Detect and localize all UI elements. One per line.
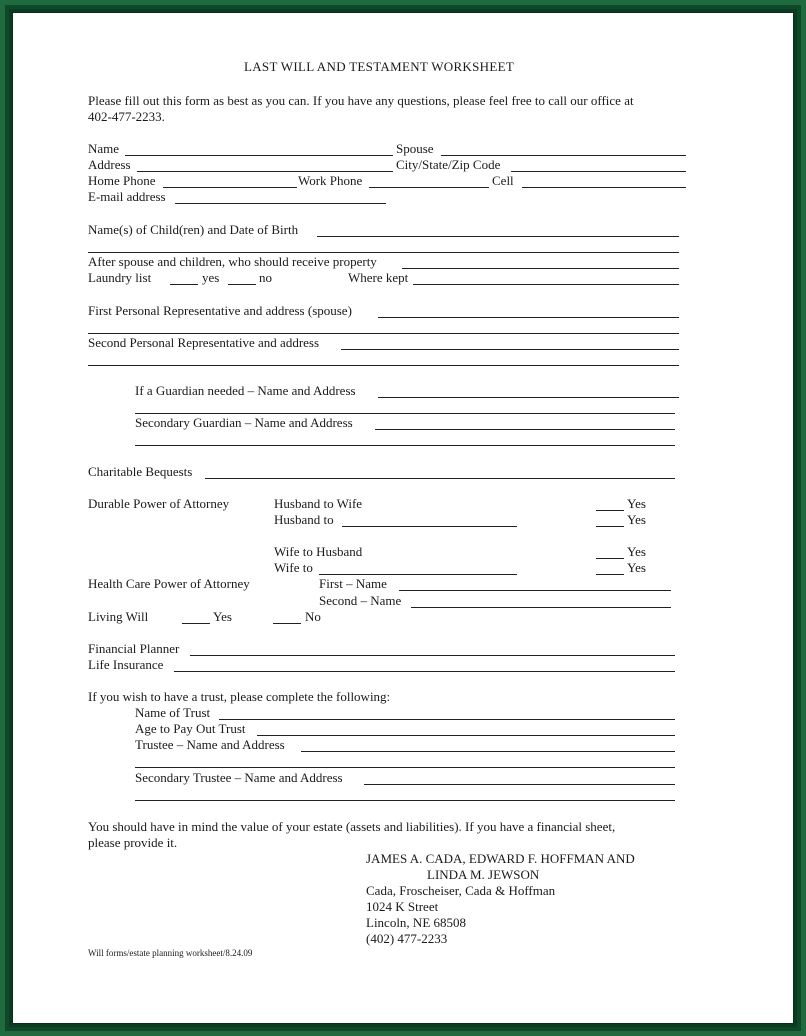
document-page xyxy=(12,12,794,1024)
first-rep-field[interactable] xyxy=(378,317,679,318)
life-insurance-field[interactable] xyxy=(174,671,675,672)
husband-to-yes-label: Yes xyxy=(627,512,646,527)
secondary-guardian-label: Secondary Guardian – Name and Address xyxy=(135,415,353,430)
page-title: LAST WILL AND TESTAMENT WORKSHEET xyxy=(244,59,515,74)
firm-phone: (402) 477-2233 xyxy=(366,931,448,946)
secondary-guardian-field-line-2[interactable] xyxy=(135,445,675,446)
firm-attorneys-line-1: JAMES A. CADA, EDWARD F. HOFFMAN AND xyxy=(366,851,635,866)
firm-attorneys-line-2: LINDA M. JEWSON xyxy=(427,867,540,882)
living-will-label: Living Will xyxy=(88,609,149,624)
second-rep-label: Second Personal Representative and address xyxy=(88,335,320,350)
email-field[interactable] xyxy=(175,203,386,204)
trust-age-field[interactable] xyxy=(257,735,675,736)
footer-note: Will forms/estate planning worksheet/8.24.09 xyxy=(88,948,253,958)
living-will-yes-blank[interactable] xyxy=(182,623,210,624)
wife-to-field[interactable] xyxy=(319,574,517,575)
where-kept-label: Where kept xyxy=(348,270,409,285)
city-state-zip-field[interactable] xyxy=(511,171,686,172)
trust-name-field[interactable] xyxy=(219,719,675,720)
hcpoa-label: Health Care Power of Attorney xyxy=(88,576,250,591)
spouse-field[interactable] xyxy=(441,155,686,156)
city-state-zip-label: City/State/Zip Code xyxy=(396,157,501,172)
work-phone-label: Work Phone xyxy=(298,173,363,188)
address-field[interactable] xyxy=(137,171,393,172)
laundry-yes-label: yes xyxy=(202,270,220,285)
where-kept-field[interactable] xyxy=(413,284,679,285)
husband-to-yes-blank[interactable] xyxy=(596,526,624,527)
work-phone-field[interactable] xyxy=(369,187,489,188)
intro-line-1: Please fill out this form as best as you can. If you have any questions, please feel free to call our office at xyxy=(88,93,634,108)
secondary-trustee-field-line-2[interactable] xyxy=(135,800,675,801)
husband-to-wife-label: Husband to Wife xyxy=(274,496,363,511)
trustee-label: Trustee – Name and Address xyxy=(135,737,285,752)
hcpoa-first-label: First – Name xyxy=(319,576,387,591)
wife-to-husband-yes-label: Yes xyxy=(627,544,646,559)
trustee-field-line-2[interactable] xyxy=(135,767,675,768)
husband-to-wife-yes-label: Yes xyxy=(627,496,646,511)
secondary-trustee-label: Secondary Trustee – Name and Address xyxy=(135,770,343,785)
first-rep-field-line-2[interactable] xyxy=(88,333,679,334)
living-will-no-label: No xyxy=(305,609,321,624)
cell-label: Cell xyxy=(492,173,514,188)
charitable-label: Charitable Bequests xyxy=(88,464,193,479)
first-rep-label: First Personal Representative and address (spouse) xyxy=(88,303,352,318)
wife-to-husband-label: Wife to Husband xyxy=(274,544,363,559)
trustee-field[interactable] xyxy=(301,751,675,752)
email-label: E-mail address xyxy=(88,189,166,204)
closing-line-1: You should have in mind the value of your estate (assets and liabilities). If you have a financial sheet, xyxy=(88,819,616,834)
wife-to-husband-yes-blank[interactable] xyxy=(596,558,624,559)
wife-to-label: Wife to xyxy=(274,560,313,575)
guardian-label: If a Guardian needed – Name and Address xyxy=(135,383,356,398)
financial-planner-field[interactable] xyxy=(190,655,675,656)
wife-to-yes-blank[interactable] xyxy=(596,574,624,575)
home-phone-label: Home Phone xyxy=(88,173,156,188)
life-insurance-label: Life Insurance xyxy=(88,657,164,672)
dpoa-label: Durable Power of Attorney xyxy=(88,496,230,511)
husband-to-wife-yes-blank[interactable] xyxy=(596,510,624,511)
after-spouse-field[interactable] xyxy=(402,268,679,269)
trust-intro: If you wish to have a trust, please complete the following: xyxy=(88,689,391,704)
children-label: Name(s) of Child(ren) and Date of Birth xyxy=(88,222,299,237)
second-rep-field-line-2[interactable] xyxy=(88,365,679,366)
name-field[interactable] xyxy=(125,155,393,156)
laundry-no-label: no xyxy=(259,270,272,285)
laundry-list-label: Laundry list xyxy=(88,270,152,285)
secondary-guardian-field[interactable] xyxy=(375,429,675,430)
laundry-yes-blank[interactable] xyxy=(170,284,198,285)
guardian-field-line-2[interactable] xyxy=(135,413,675,414)
hcpoa-first-field[interactable] xyxy=(399,590,671,591)
hcpoa-second-field[interactable] xyxy=(411,607,671,608)
address-label: Address xyxy=(88,157,131,172)
charitable-field[interactable] xyxy=(205,478,675,479)
firm-name: Cada, Froscheiser, Cada & Hoffman xyxy=(366,883,556,898)
name-label: Name xyxy=(88,141,120,156)
firm-city: Lincoln, NE 68508 xyxy=(366,915,467,930)
firm-street: 1024 K Street xyxy=(366,899,439,914)
living-will-yes-label: Yes xyxy=(213,609,232,624)
intro-line-2: 402-477-2233. xyxy=(88,109,165,124)
trust-age-label: Age to Pay Out Trust xyxy=(135,721,246,736)
guardian-field[interactable] xyxy=(378,397,679,398)
cell-field[interactable] xyxy=(522,187,686,188)
wife-to-yes-label: Yes xyxy=(627,560,646,575)
home-phone-field[interactable] xyxy=(163,187,297,188)
husband-to-label: Husband to xyxy=(274,512,334,527)
living-will-no-blank[interactable] xyxy=(273,623,301,624)
hcpoa-second-label: Second – Name xyxy=(319,593,402,608)
after-spouse-label: After spouse and children, who should receive property xyxy=(88,254,377,269)
closing-line-2: please provide it. xyxy=(88,835,178,850)
second-rep-field[interactable] xyxy=(341,349,679,350)
husband-to-field[interactable] xyxy=(342,526,517,527)
spouse-label: Spouse xyxy=(396,141,434,156)
secondary-trustee-field[interactable] xyxy=(364,784,675,785)
financial-planner-label: Financial Planner xyxy=(88,641,180,656)
children-field-line-2[interactable] xyxy=(88,252,679,253)
children-field[interactable] xyxy=(317,236,679,237)
laundry-no-blank[interactable] xyxy=(228,284,256,285)
trust-name-label: Name of Trust xyxy=(135,705,211,720)
